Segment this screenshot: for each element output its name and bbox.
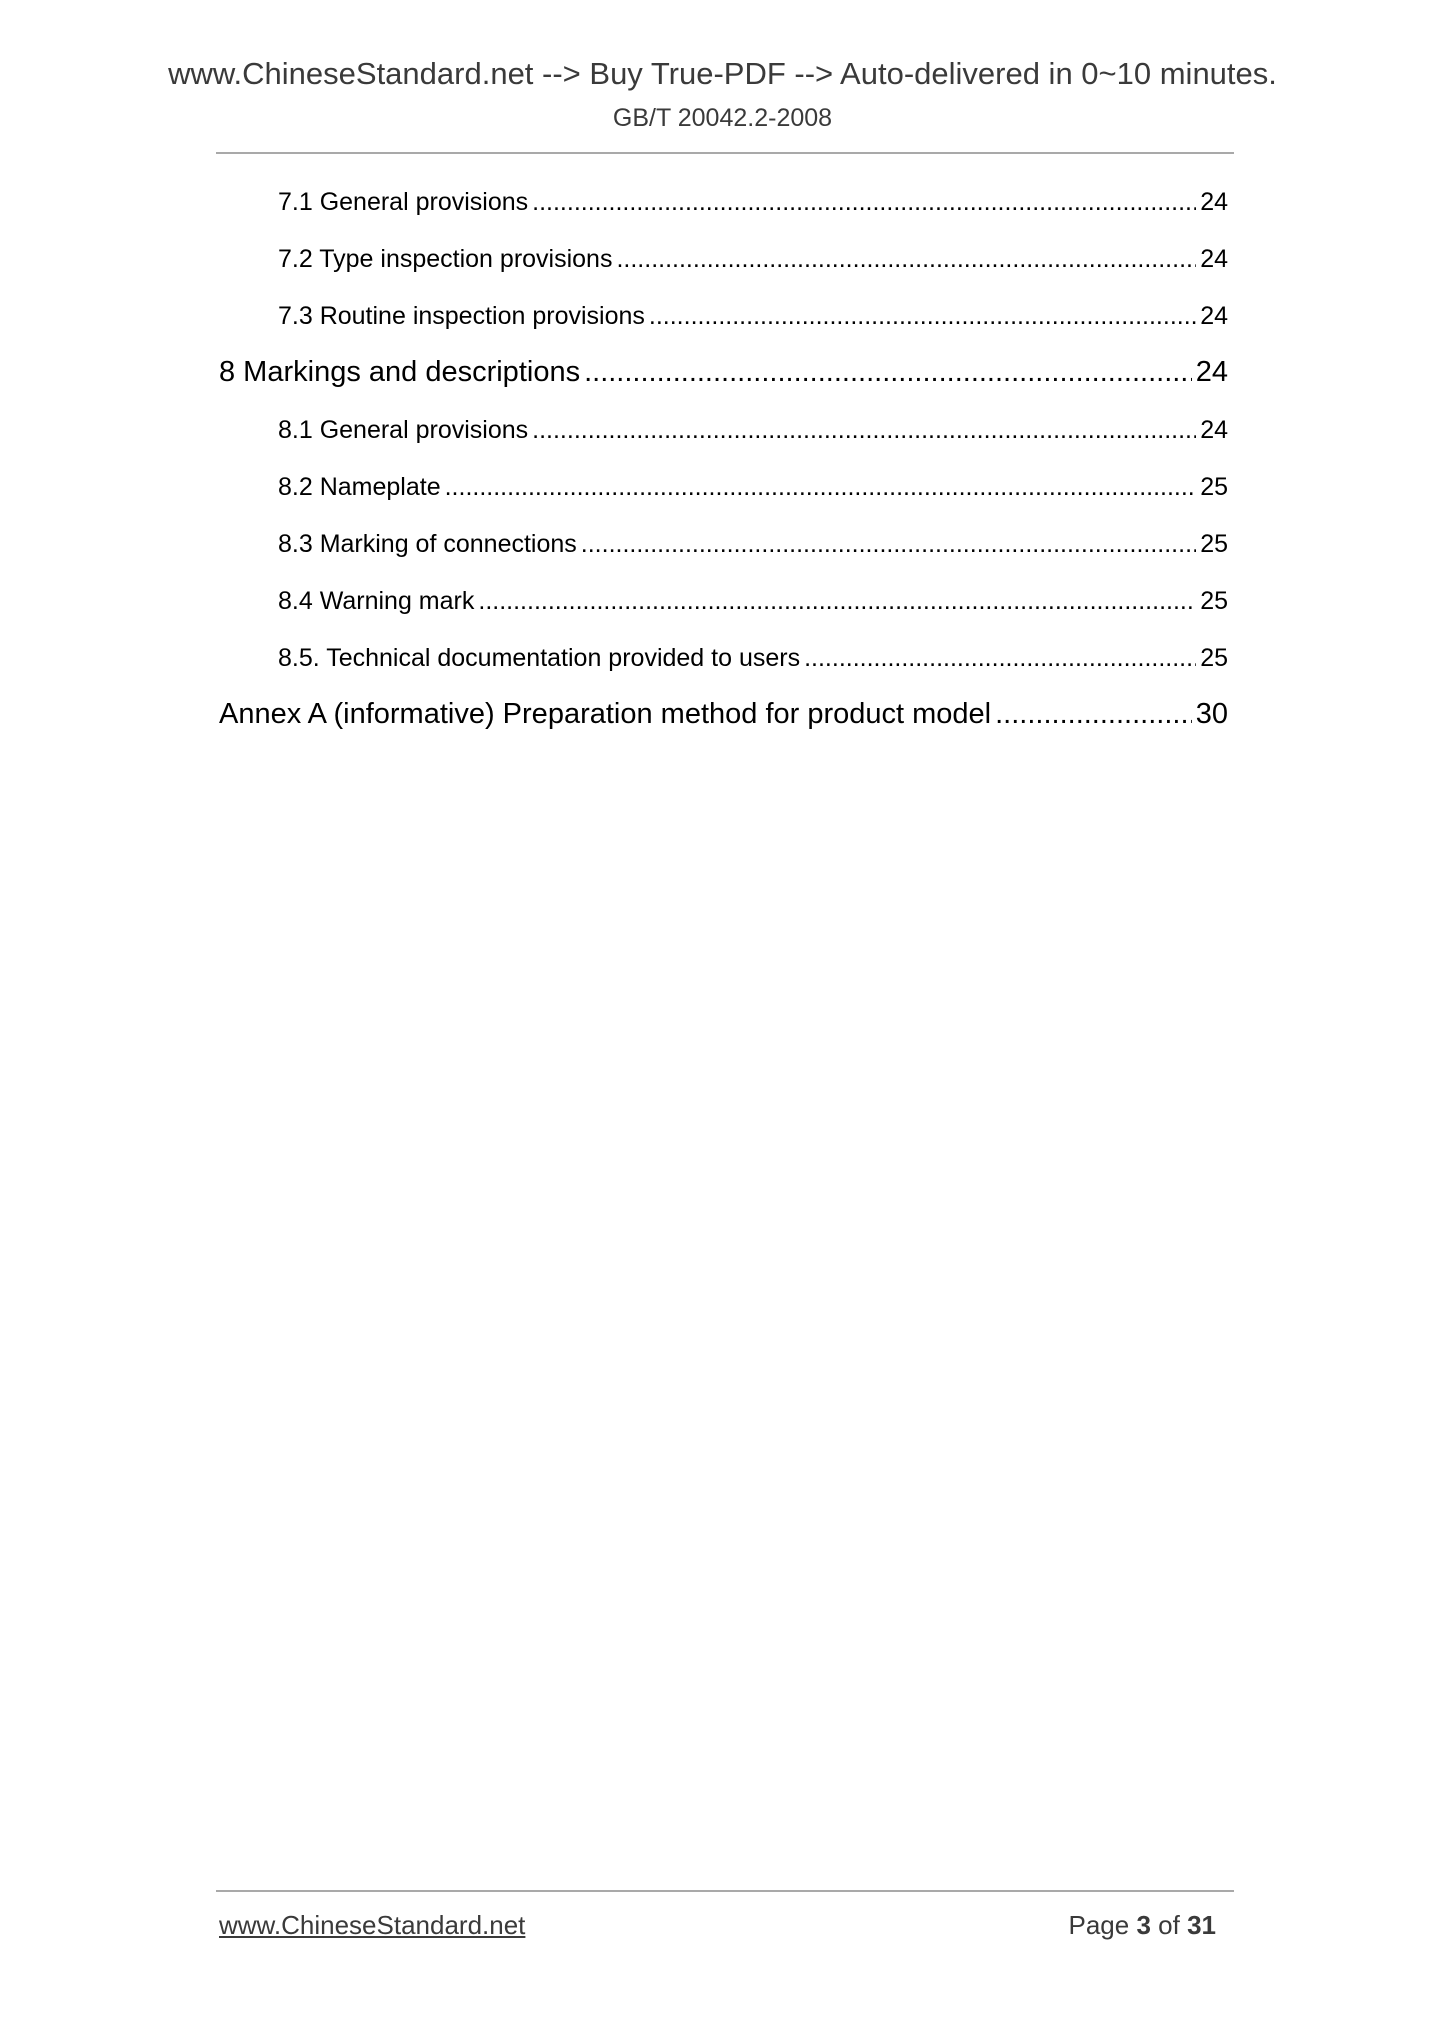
toc-entry-page: 24 [1200,188,1228,216]
footer-site-link[interactable]: www.ChineseStandard.net [219,1910,526,1940]
toc-entry-7-3[interactable] [278,302,1228,331]
toc-entry-title: 7.1 General provisions [278,188,529,216]
page-label: Page [1068,1910,1130,1940]
page-indicator [1068,1910,1216,1941]
page-of-label: of [1158,1910,1180,1940]
toc-entry-page: 25 [1200,530,1228,558]
toc-entry-7-1[interactable] [278,188,1228,217]
toc-entry-title: 7.3 Routine inspection provisions [278,302,645,330]
footer-divider [216,1890,1234,1892]
standard-code: GB/T 20042.2-2008 [612,104,833,132]
toc-leader-dots [532,416,1196,445]
toc-entry-8-5[interactable] [278,644,1228,673]
toc-entry-title: Annex A (informative) Preparation method for product model [219,698,992,730]
toc-entry-title: 8.5. Technical documentation provided to users [278,644,801,672]
toc-leader-dots [478,587,1196,616]
toc-entry-8[interactable] [219,356,1228,389]
toc-entry-title: 8.4 Warning mark [278,587,475,615]
toc-entry-page: 25 [1200,587,1228,615]
toc-entry-page: 25 [1200,473,1228,501]
toc-leader-dots [804,644,1196,673]
toc-entry-page: 24 [1195,356,1228,388]
toc-leader-dots [584,356,1192,389]
toc-leader-dots [616,245,1196,274]
toc-leader-dots [995,698,1192,731]
toc-leader-dots [581,530,1196,559]
toc-leader-dots [649,302,1196,331]
toc-entry-8-1[interactable] [278,416,1228,445]
toc-entry-8-4[interactable] [278,587,1228,616]
toc-leader-dots [532,188,1196,217]
toc-entry-page: 30 [1195,698,1228,730]
toc-entry-7-2[interactable] [278,245,1228,274]
toc-entry-page: 24 [1200,302,1228,330]
toc-entry-page: 25 [1200,644,1228,672]
toc-entry-annex-a[interactable] [219,698,1228,731]
toc-leader-dots [445,473,1197,502]
toc-entry-8-3[interactable] [278,530,1228,559]
table-of-contents [0,0,1445,760]
page-current: 3 [1136,1910,1151,1940]
header-banner: www.ChineseStandard.net --> Buy True-PDF --> Auto-delivered in 0~10 minutes. [168,56,1277,91]
toc-entry-page: 24 [1200,245,1228,273]
toc-entry-title: 8.2 Nameplate [278,473,441,501]
toc-entry-title: 8.1 General provisions [278,416,529,444]
toc-entry-8-2[interactable] [278,473,1228,502]
toc-entry-title: 8 Markings and descriptions [219,356,581,388]
toc-entry-page: 24 [1200,416,1228,444]
page-total: 31 [1187,1910,1216,1940]
toc-entry-title: 8.3 Marking of connections [278,530,577,558]
toc-entry-title: 7.2 Type inspection provisions [278,245,613,273]
